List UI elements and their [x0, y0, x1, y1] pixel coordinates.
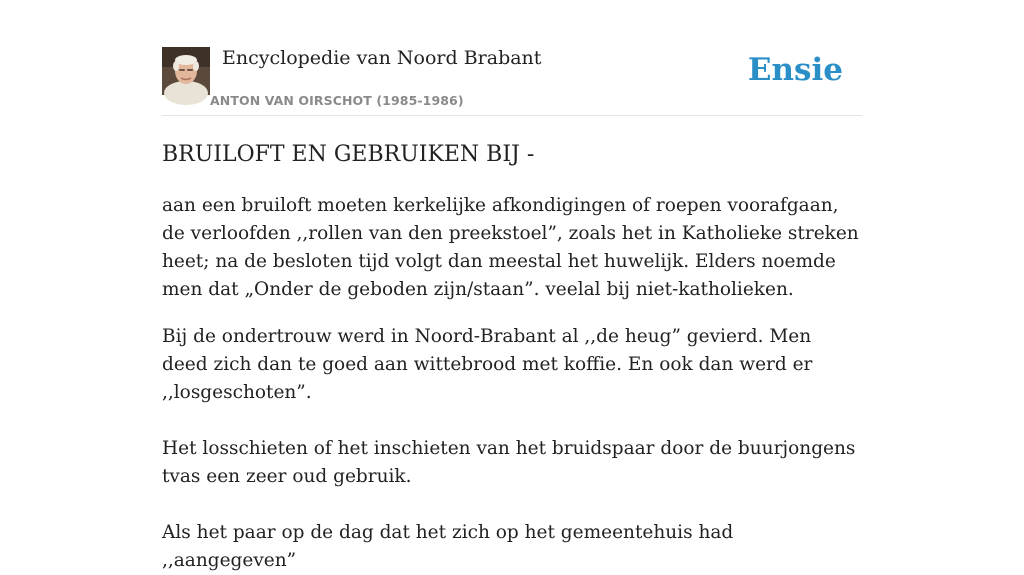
entry-paragraph: Het losschieten of het inschieten van het bruidspaar door de buurjongens tvas een zeer oud gebruik.: [162, 438, 856, 487]
author-avatar[interactable]: [162, 47, 210, 95]
book-title[interactable]: Encyclopedie van Noord Brabant: [222, 47, 542, 69]
entry-title: BRUILOFT EN GEBRUIKEN BIJ -: [162, 142, 535, 167]
author-name[interactable]: ANTON VAN OIRSCHOT (1985-1986): [210, 93, 464, 108]
entry-paragraph: Als het paar op de dag dat het zich op het gemeentehuis had ,,aangegeven”: [162, 522, 734, 571]
header: [162, 46, 862, 116]
brand-logo[interactable]: Ensie: [747, 52, 843, 88]
entry-content: [162, 139, 862, 575]
author-portrait-icon: [162, 47, 210, 95]
entry-paragraph: aan een bruiloft moeten kerkelijke afkondigingen of roepen voorafgaan, de verloofden ,,rollen van den preekstoel”, zoals het in Katholieke streken heet; na de besloten tijd volgt dan meestal het huwelijk. Elders noemde men dat „Onder de geboden zijn/staan”. veelal bij niet-katholieken.: [162, 195, 859, 300]
entry-paragraph: Bij de ondertrouw werd in Noord-Brabant al ,,de heug” gevierd. Men deed zich dan te goed aan wittebrood met koffie. En ook dan werd er ,,losgeschoten”.: [162, 326, 813, 403]
